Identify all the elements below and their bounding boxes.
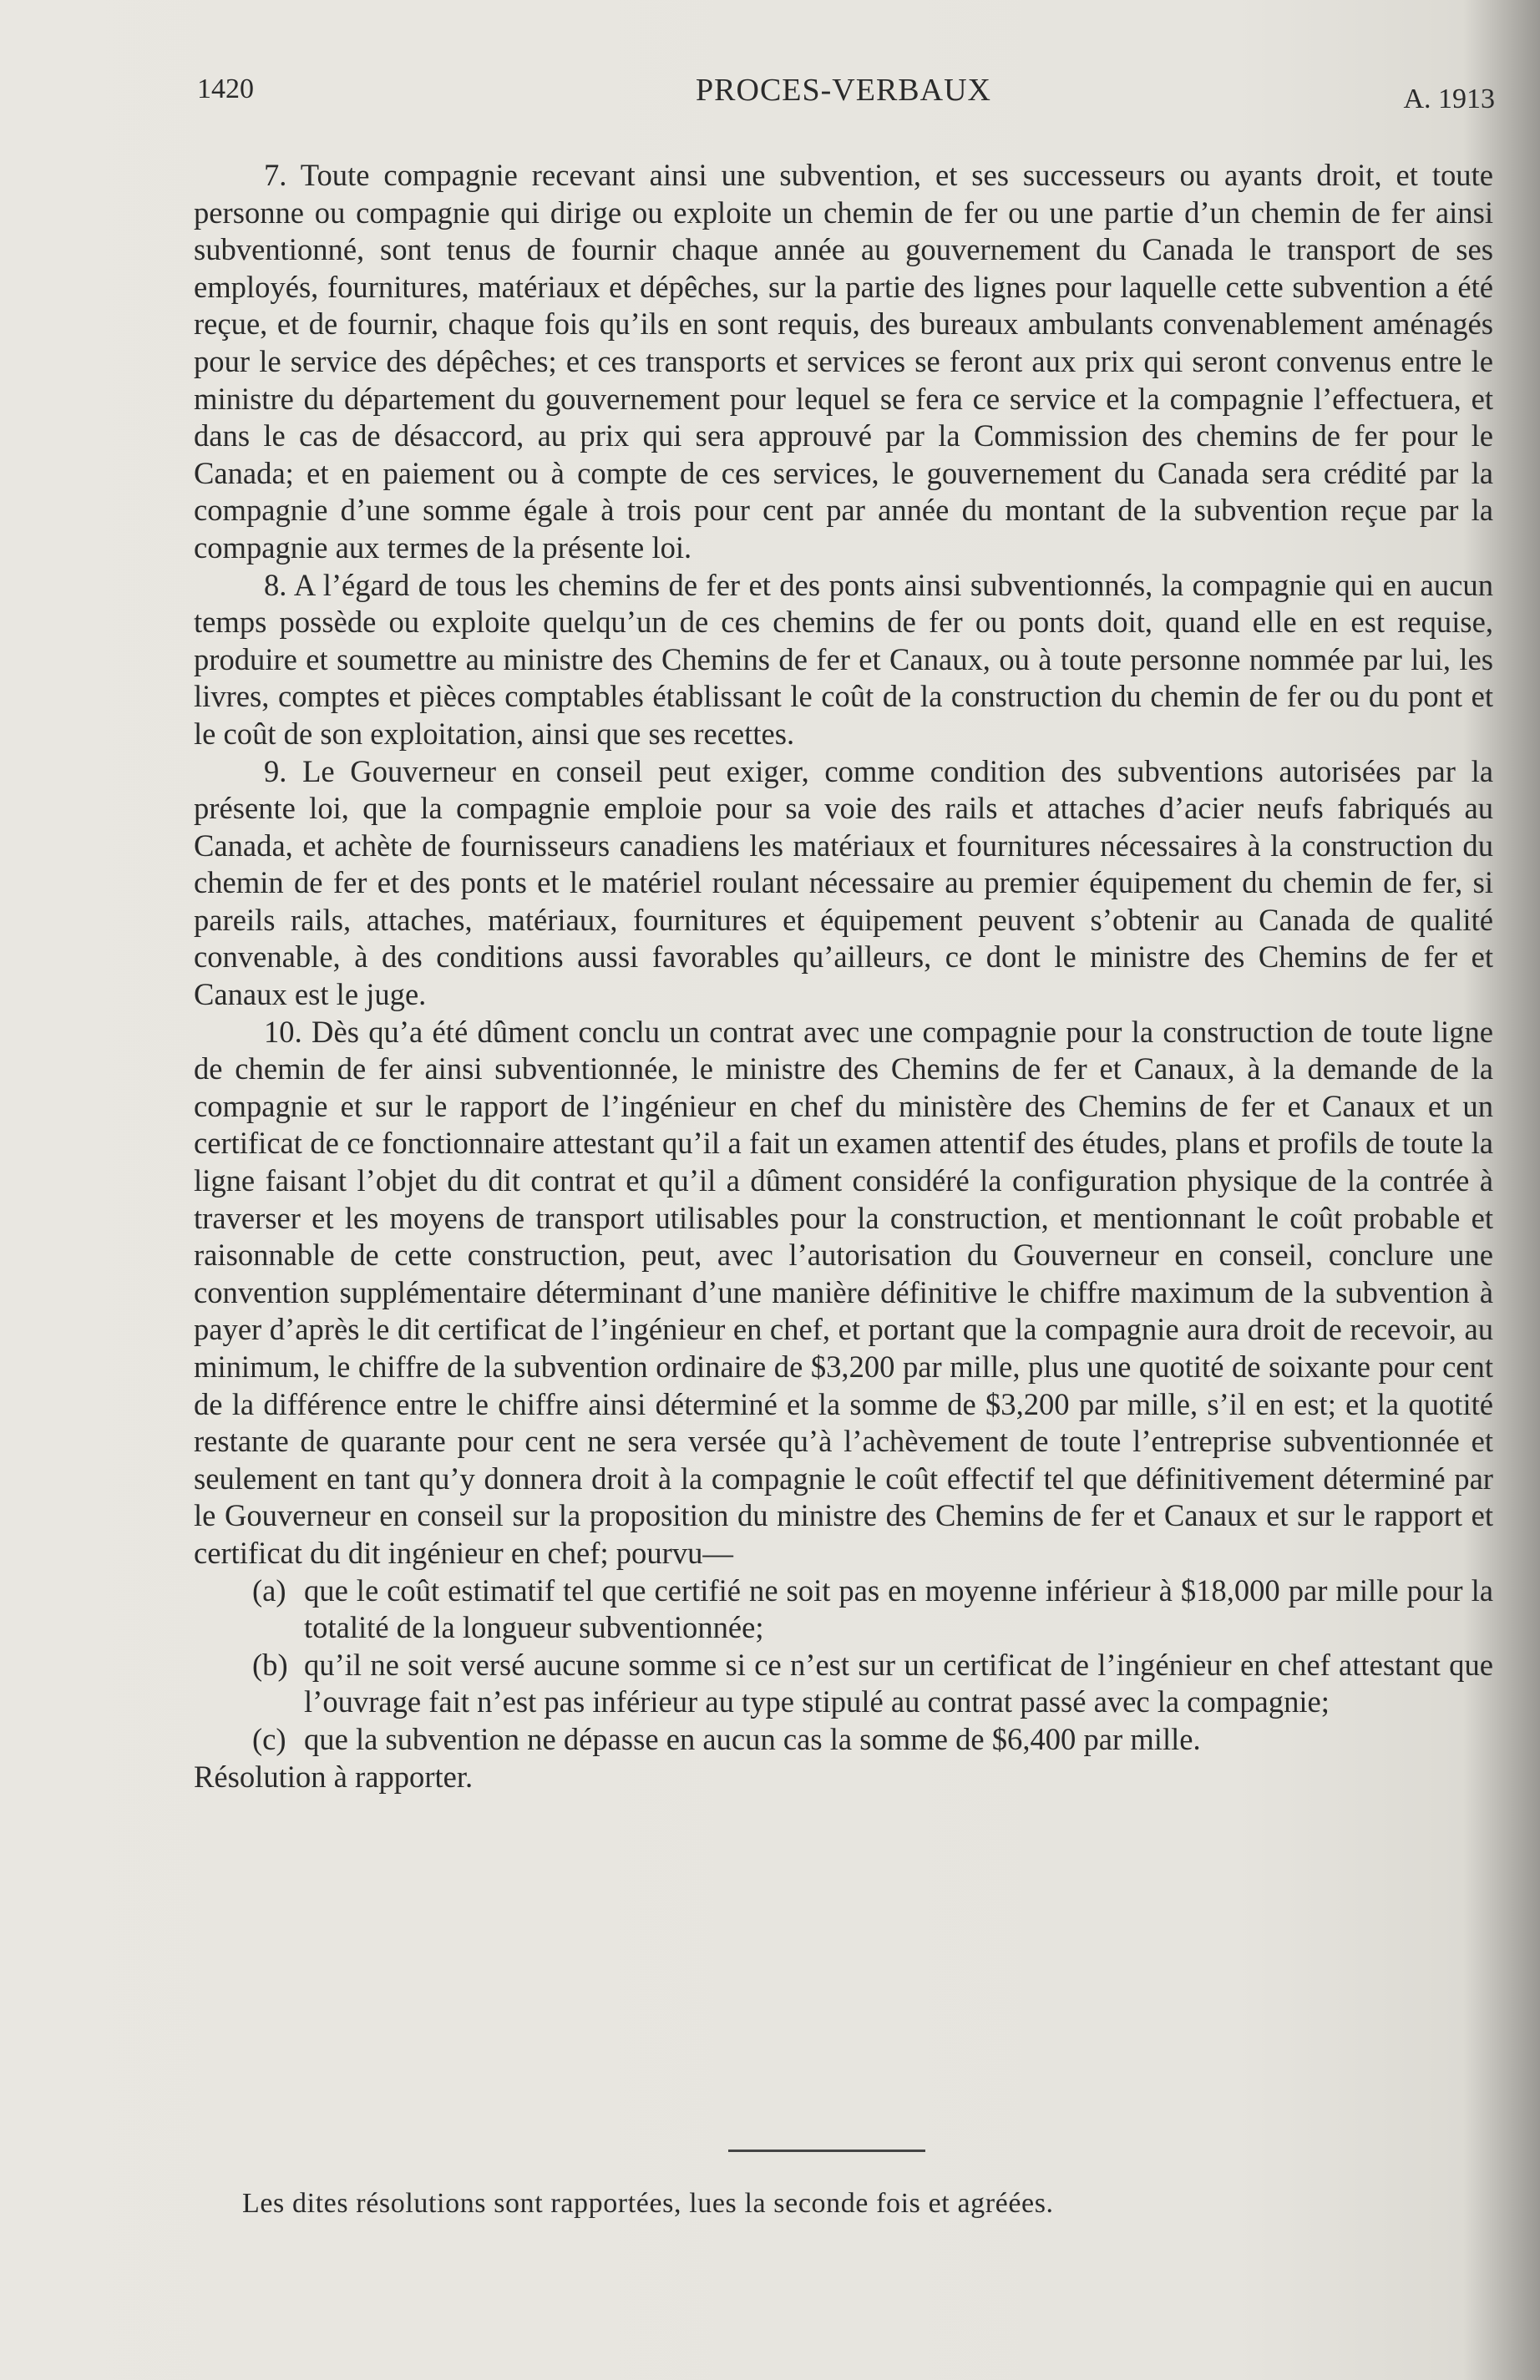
proviso-text: qu’il ne soit versé aucune somme si ce n’est sur un certificat de l’ingénieur en chef attestant que l’ouvrage fait n’est pas inférieur au type stipulé au contrat passé avec la compagnie; [304, 1647, 1493, 1719]
closing-statement: Les dites résolutions sont rapportées, lues la seconde fois et agréées. [242, 2188, 1054, 2219]
paragraph-9: 9. Le Gouverneur en conseil peut exiger, comme condition des subventions autorisées par la présente loi, que la compagnie emploie pour sa voie des rails et attaches d’acier neufs fabriqués au Canada, et achète de fournisseurs canadiens les matériaux et fournitures nécessaires à la construction du chemin de fer et des ponts et le matériel roulant nécessaire au premier équipement du chemin de fer, si pareils rails, attaches, matériaux, fournitures et équipement peuvent s’obtenir au Canada de qualité convenable, à des conditions aussi favorables qu’ailleurs, ce dont le ministre des Chemins de fer et Canaux est le juge. [194, 753, 1493, 1012]
resolution-line: Résolution à rapporter. [194, 1759, 474, 1794]
page-number: 1420 [197, 73, 254, 104]
session-year: A. 1913 [1403, 84, 1495, 114]
proviso-text: que le coût estimatif tel que certifié ne soit pas en moyenne inférieur à $18,000 par mille pour la totalité de la longueur subventionnée; [304, 1572, 1493, 1645]
proviso-b [252, 1647, 1493, 1721]
section-divider [728, 2150, 925, 2152]
document-body [194, 157, 1493, 1795]
paragraph-8: 8. A l’égard de tous les chemins de fer et des ponts ainsi subventionnés, la compagnie qui en aucun temps possède ou exploite quelqu’un de ces chemins de fer ou ponts doit, quand elle en est requise, produire et soumettre au ministre des Chemins de fer et Canaux, ou à toute personne nommée par lui, les livres, comptes et pièces comptables établissant le coût de la construction du chemin de fer ou du pont et le coût de son exploitation, ainsi que ses recettes. [194, 567, 1493, 751]
paragraph-10: 10. Dès qu’a été dûment conclu un contrat avec une compagnie pour la construction de toute ligne de chemin de fer ainsi subventionnée, le ministre des Chemins de fer et Canaux, à la demande de la compagnie et sur le rapport de l’ingénieur en chef du ministère des Chemins de fer et Canaux et un certificat de ce fonctionnaire attestant qu’il a fait un examen attentif des études, plans et profils de toute la ligne faisant l’objet du dit contrat et qu’il a dûment considéré la configuration physique de la contrée à traverser et les moyens de transport utilisables pour la construction, et mentionnant le coût probable et raisonnable de cette construction, peut, avec l’autorisation du Gouverneur en conseil, conclure une convention supplémentaire déterminant d’une manière définitive le chiffre maximum de la subvention à payer d’après le dit certificat de l’ingénieur en chef, et portant que la compagnie aura droit de recevoir, au minimum, le chiffre de la subvention ordinaire de $3,200 par mille, plus une quotité de soixante pour cent de la différence entre le chiffre ainsi déterminé et la somme de $3,200 par mille, s’il en est; et la quotité restante de quarante pour cent ne sera versée qu’à l’achèvement de toute l’entreprise subventionnée et seulement en tant qu’y donnera droit à la compagnie le coût effectif tel que définitivement déterminé par le Gouverneur en conseil sur la proposition du ministre des Chemins de fer et Canaux et sur le rapport et certificat du dit ingénieur en chef; pourvu— [194, 1014, 1493, 1570]
proviso-label: (c) [252, 1721, 286, 1756]
paragraph-7: 7. Toute compagnie recevant ainsi une subvention, et ses successeurs ou ayants droit, et toute personne ou compagnie qui dirige ou exploite un chemin de fer ou une partie d’un chemin de fer ainsi subventionné, sont tenus de fournir chaque année au gouvernement du Canada le transport de ses employés, fournitures, matériaux et dépêches, sur la partie des lignes pour laquelle cette subvention a été reçue, et de fournir, chaque fois qu’ils en sont requis, des bureaux ambulants convenablement aménagés pour le service des dépêches; et ces transports et services se feront aux prix qui seront convenus entre le ministre du département du gouvernement pour lequel se fera ce service et la compagnie l’effectuera, et dans le cas de désaccord, au prix qui sera approuvé par la Commission des chemins de fer pour le Canada; et en paiement ou à compte de ces services, le gouvernement du Canada sera crédité par la compagnie d’une somme égale à trois pour cent par année du montant de la subvention reçue par la compagnie aux termes de la présente loi. [194, 158, 1493, 565]
proviso-text: que la subvention ne dépasse en aucun cas la somme de $6,400 par mille. [304, 1721, 1201, 1756]
running-title: PROCES-VERBAUX [696, 73, 991, 108]
proviso-a [252, 1572, 1493, 1647]
proviso-c [252, 1721, 1493, 1759]
proviso-label: (b) [252, 1647, 288, 1682]
page-header [192, 67, 1495, 117]
proviso-label: (a) [252, 1572, 286, 1608]
